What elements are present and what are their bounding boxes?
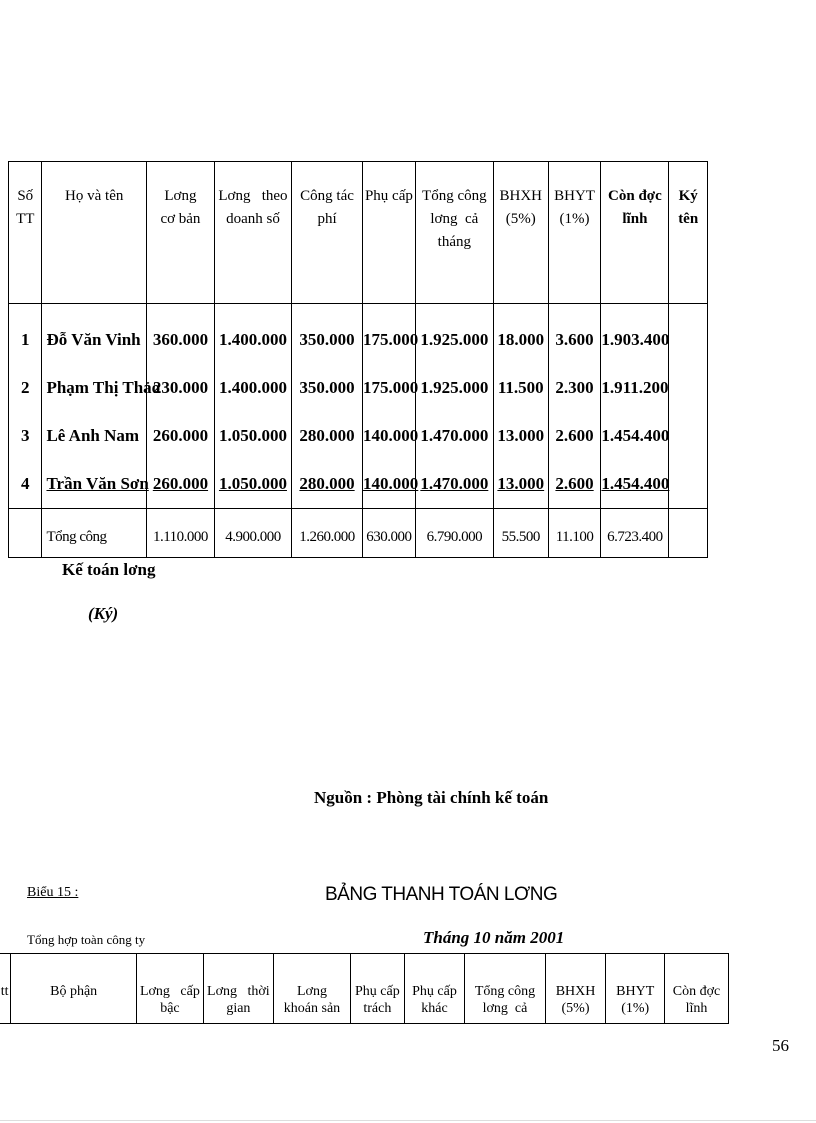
col-header-bhxh: BHXH (5%) — [545, 954, 606, 1024]
col-header-luong-thoi-gian: Lơng thời gian — [203, 954, 273, 1024]
table-cell — [9, 509, 42, 558]
table-cell: Trần Văn Sơn — [46, 474, 149, 493]
table-cell: 3.600 — [555, 330, 594, 349]
table-cell: Đỗ Văn Vinh — [46, 330, 141, 349]
col-header-tong-cong: Tổng công lơng cả — [465, 954, 545, 1024]
col-header-cong-tac-phi: Công tác phí — [292, 162, 363, 304]
table-cell: 1.903.400 — [601, 330, 670, 349]
total-cong-tac-phi: 1.260.000 — [292, 509, 363, 558]
table-cell: Phạm Thị Thảo — [46, 378, 161, 397]
table-cell: 13.000 — [497, 474, 545, 493]
total-bhyt: 11.100 — [548, 509, 601, 558]
total-label: Tổng công — [42, 509, 146, 558]
table-cell: 1 — [20, 330, 30, 349]
table-cell: 1.925.000 — [420, 330, 489, 349]
con-linh-column — [601, 304, 669, 509]
col-header-bhxh: BHXH (5%) — [493, 162, 548, 304]
source-note: Nguồn : Phòng tài chính kế toán — [314, 788, 549, 807]
col-header-con-linh: Còn đợc lĩnh — [601, 162, 669, 304]
table-cell: 280.000 — [299, 474, 355, 493]
luong-co-ban-column — [146, 304, 214, 509]
table-cell: 280.000 — [299, 426, 355, 445]
total-row — [9, 509, 708, 558]
table-cell: 260.000 — [152, 426, 209, 445]
col-header-phu-cap: Phụ cấp — [363, 162, 416, 304]
table-cell: 140.000 — [363, 474, 419, 493]
table-cell: 11.500 — [497, 378, 544, 397]
total-luong-co-ban: 1.110.000 — [146, 509, 214, 558]
table-cell: 2.600 — [555, 474, 594, 493]
tong-cong-column — [415, 304, 493, 509]
table-cell: 1.050.000 — [218, 426, 287, 445]
bhxh-column — [493, 304, 548, 509]
table-cell: 260.000 — [152, 474, 209, 493]
table-cell — [669, 509, 708, 558]
table-cell: 175.000 — [363, 378, 419, 397]
name-column — [42, 304, 161, 509]
table-cell: 1.470.000 — [420, 474, 489, 493]
col-header-luong-doanh-so: Lơng theo doanh số — [214, 162, 291, 304]
bieu-label: Biểu 15 : — [27, 885, 79, 900]
table-cell: 1.470.000 — [420, 426, 489, 445]
col-header-luong-cap-bac: Lơng cấp bậc — [136, 954, 203, 1024]
luong-doanh-so-column — [214, 304, 291, 509]
table-cell: 2.600 — [555, 426, 594, 445]
table-cell: 360.000 — [152, 330, 209, 349]
month-label: Tháng 10 năm 2001 — [423, 928, 565, 947]
col-header-bhyt: BHYT (1%) — [606, 954, 665, 1024]
table-cell: 1.400.000 — [218, 378, 287, 397]
table-cell: 350.000 — [299, 330, 355, 349]
table-header-row — [0, 954, 729, 1024]
table-cell: 1.050.000 — [218, 474, 287, 493]
signature-title: Kế toán lơng — [62, 560, 156, 579]
phu-cap-column — [363, 304, 419, 509]
page-number: 56 — [772, 1036, 789, 1055]
table-cell: 175.000 — [363, 330, 419, 349]
signature-note: (Ký) — [88, 604, 119, 623]
total-con-linh: 6.723.400 — [601, 509, 669, 558]
cong-tac-phi-column — [292, 304, 363, 509]
table-cell: 230.000 — [152, 378, 209, 397]
col-header-con-linh: Còn đợc lĩnh — [665, 954, 729, 1024]
table-cell: 1.911.200 — [601, 378, 669, 397]
col-header-tong-cong: Tổng công lơng cả tháng — [415, 162, 493, 304]
table-cell: 18.000 — [497, 330, 545, 349]
table-cell: 350.000 — [299, 378, 355, 397]
stt-column — [9, 304, 42, 509]
table-header-row — [9, 162, 708, 304]
table-cell: 1.400.000 — [218, 330, 287, 349]
total-tong-cong: 6.790.000 — [415, 509, 493, 558]
total-phu-cap: 630.000 — [363, 509, 416, 558]
col-header-ky-ten: Ký tên — [669, 162, 708, 304]
subtitle: Tổng hợp toàn công ty — [27, 932, 146, 947]
col-header-phu-cap-khac: Phụ cấp khác — [404, 954, 465, 1024]
total-bhxh: 55.500 — [493, 509, 548, 558]
col-header-tt: tt — [0, 954, 11, 1024]
table-cell: 140.000 — [363, 426, 419, 445]
payroll-table-employees — [8, 161, 708, 558]
col-header-stt: Số TT — [9, 162, 42, 304]
bhyt-column — [548, 304, 601, 509]
employee-rows — [9, 304, 708, 509]
table-cell: 1.454.400 — [601, 474, 670, 493]
signature-column — [669, 304, 708, 509]
page-divider — [0, 1120, 816, 1121]
col-header-bo-phan: Bộ phận — [11, 954, 137, 1024]
table-cell: 3 — [20, 426, 30, 445]
page-title: BẢNG THANH TOÁN LƠNG — [325, 884, 558, 905]
col-header-luong-khoan: Lơng khoán sản — [273, 954, 350, 1024]
total-luong-doanh-so: 4.900.000 — [214, 509, 291, 558]
col-header-bhyt: BHYT (1%) — [548, 162, 601, 304]
table-cell: 1.925.000 — [420, 378, 489, 397]
table-cell: 2 — [20, 378, 30, 397]
col-header-luong-co-ban: Lơng cơ bản — [146, 162, 214, 304]
table-cell: Lê Anh Nam — [46, 426, 140, 445]
table-cell: 13.000 — [497, 426, 545, 445]
table-cell: 2.300 — [555, 378, 594, 397]
table-cell: 4 — [20, 474, 30, 493]
col-header-name: Họ và tên — [42, 162, 146, 304]
table-cell: 1.454.400 — [601, 426, 670, 445]
payroll-table-company — [0, 953, 729, 1024]
col-header-phu-cap-trach: Phụ cấp trách — [351, 954, 405, 1024]
